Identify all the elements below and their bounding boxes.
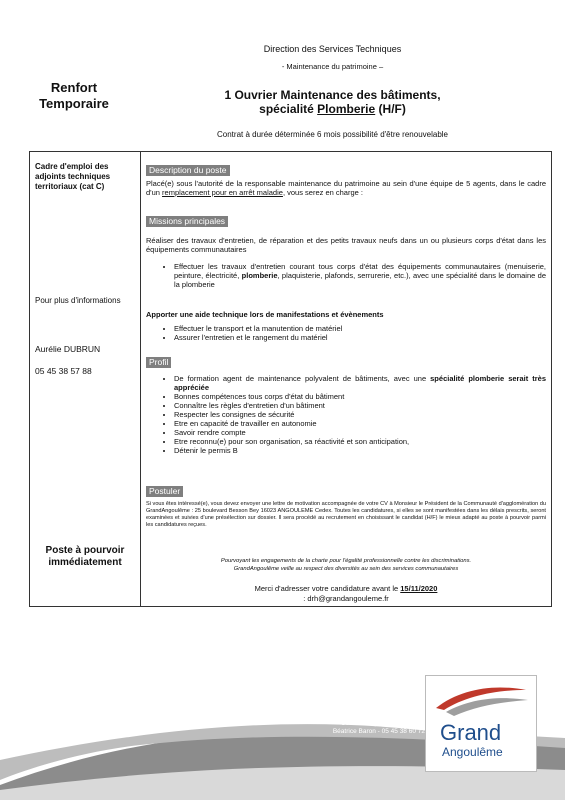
column-divider [140, 151, 141, 607]
side-title: Renfort Temporaire [39, 80, 109, 111]
department-title: Direction des Services Techniques [263, 44, 402, 54]
missions-list [146, 262, 546, 289]
profile-list [146, 374, 546, 455]
charter-line2: GrandAngoulême veille au respect des diversités au sein des services communautaires [233, 566, 459, 572]
footer-line3: Béatrice Baron - 05 45 38 60 72 [332, 728, 425, 735]
contact-phone: 05 45 38 57 88 [35, 366, 92, 376]
list-item: • Effectuer le transport et la manutention de matériel [174, 324, 546, 333]
job-title-specialty: Plomberie [317, 102, 376, 116]
description-text [146, 179, 546, 197]
contact-email[interactable]: : drh@grandangouleme.fr [303, 594, 389, 603]
grandangouleme-logo [425, 675, 537, 772]
mission-bold: plomberie [241, 271, 278, 280]
profile-text: De formation agent de maintenance polyvalent de bâtiments, avec une [174, 374, 431, 383]
description-post: , vous serez en charge : [282, 188, 363, 197]
description-heading: Description du poste [146, 165, 230, 176]
description-pre: Placé(e) sous l'autorité de la responsable maintenance du patrimoine au sein d'une équipe de 5 agents, dans le cadre d'un [146, 179, 546, 197]
mission-text: Effectuer les travaux d'entretien courant tous corps d'état des équipements communautaires (menuiserie, peinture, électricité, [174, 262, 546, 280]
list-item: • Connaître les règles d'entretien d'un bâtiment [174, 401, 546, 410]
deadline-date: 15/11/2020 [400, 584, 438, 593]
list-item: • Etre reconnu(e) pour son organisation, sa réactivité et son anticipation, [174, 437, 546, 446]
footer-line2: Service Emploi/compétences [341, 720, 425, 727]
info-label: Pour plus d'informations [35, 296, 121, 305]
footer-contact [270, 712, 425, 736]
job-title [150, 88, 515, 116]
availability-note: Poste à pourvoir immédiatement [45, 545, 125, 568]
logo-swoosh-icon [426, 676, 536, 771]
deadline-text: Merci d'adresser votre candidature avant le [254, 584, 401, 593]
charter-line1: Pourvoyant les engagements de la charte pour l'égalité professionnelle contre les discriminations. [220, 558, 472, 564]
list-item: • Respecter les consignes de sécurité [174, 410, 546, 419]
profile-bold: spécialité plomberie serait très appréciée [174, 374, 546, 392]
equality-charter [146, 557, 546, 573]
deadline-line [146, 584, 546, 594]
job-title-line2 [150, 102, 515, 116]
description-underline: remplacement pour en arrêt maladie [162, 188, 283, 197]
job-title-line1: 1 Ouvrier Maintenance des bâtiments, [224, 88, 441, 102]
logo-word2: Angoulême [442, 745, 503, 759]
contact-name: Aurélie DUBRUN [35, 344, 101, 354]
job-title-pre: spécialité [259, 102, 318, 116]
missions-heading: Missions principales [146, 216, 228, 227]
list-item: • Bonnes compétences tous corps d'état du bâtiment [174, 392, 546, 401]
logo-word1: Grand [440, 720, 502, 745]
list-item [174, 374, 546, 392]
aid-title: Apporter une aide technique lors de manifestations et évènements [146, 310, 384, 319]
missions-intro: Réaliser des travaux d'entretien, de réparation et des petits travaux neufs dans un ou plusieurs corps d'état dans les équipements communautaires [146, 236, 546, 254]
profile-heading: Profil [146, 357, 171, 368]
list-item: • Assurer l'entretien et le rangement du matériel [174, 333, 546, 342]
list-item: • Savoir rendre compte [174, 428, 546, 437]
aid-list [146, 324, 546, 342]
deadline [146, 584, 546, 604]
list-item: • Etre en capacité de travailler en autonomie [174, 419, 546, 428]
apply-heading: Postuler [146, 486, 183, 497]
footer-line1: Direction des Ressources Humaines [319, 712, 425, 719]
list-item [174, 262, 546, 289]
contract-info: Contrat à durée déterminée 6 mois possibilité d'être renouvelable [217, 130, 448, 139]
apply-text: Si vous êtes intéressé(e), vous devez envoyer une lettre de motivation accompagnée de votre CV à Monsieur le Président de la Communauté d'agglomération du GrandAngoulême : 25 boulevard Besson Bey 16023 ANGOULEME Cedex. Toutes les candidatures, si elles se sont manifestées dans les délais prescrits, seront examinées et suivies d'une présélection sur dossier. Il sera procédé au recrutement en choisissant le candidat (H/F) le mieux adapté au poste à pourvoir parmi les candidatures reçues. [146, 501, 546, 528]
job-category: Cadre d'emploi des adjoints techniques territoriaux (cat C) [35, 162, 111, 191]
mission-text-end: , plaquisterie, plafonds, serrurerie, etc.), avec une spécialité dans le domaine de la plomberie [174, 271, 546, 289]
subdepartment-title: - Maintenance du patrimoine – [281, 62, 384, 71]
job-title-post: (H/F) [375, 102, 406, 116]
list-item: • Détenir le permis B [174, 446, 546, 455]
